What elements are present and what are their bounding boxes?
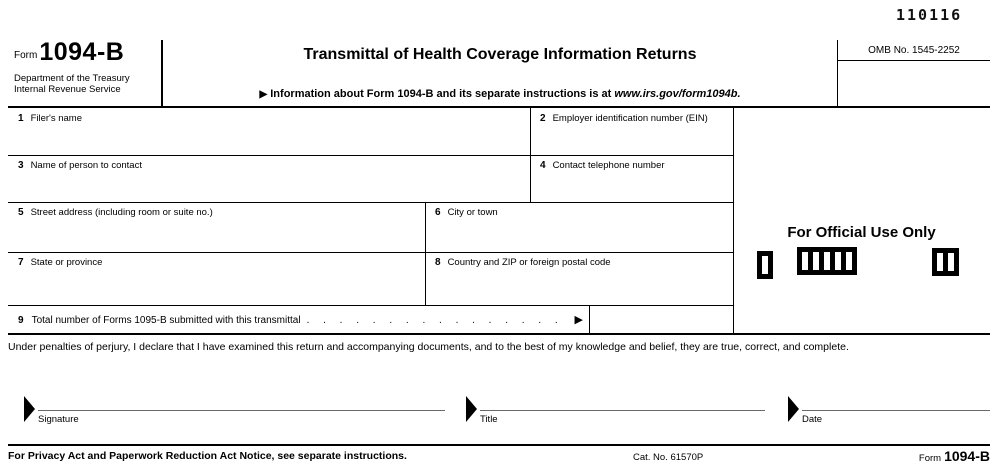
- catalog-number: Cat. No. 61570P: [633, 452, 704, 463]
- field-contact-name[interactable]: [8, 155, 530, 202]
- field-city[interactable]: [425, 202, 733, 252]
- signature-area[interactable]: [38, 396, 445, 425]
- field-contact-phone[interactable]: [530, 155, 733, 202]
- line9-arrow-icon: ▶: [574, 314, 583, 326]
- field-number: 9: [18, 315, 24, 326]
- title-line[interactable]: [480, 396, 765, 411]
- line9-total-forms: [18, 313, 583, 326]
- field-filers-name[interactable]: [8, 108, 530, 155]
- date-label: Date: [802, 414, 823, 425]
- instruction-line: [163, 88, 837, 100]
- field-street-address[interactable]: [8, 202, 425, 252]
- instruction-url: www.irs.gov/form1094b.: [614, 88, 741, 100]
- omb-number: OMB No. 1545-2252: [838, 40, 990, 61]
- official-use-box: [943, 248, 959, 276]
- official-use-divider: [733, 108, 734, 333]
- official-use-box: [757, 251, 773, 279]
- title-label: Title: [480, 414, 498, 425]
- dot-leaders: . . . . . . . . . . . . . . . .: [306, 315, 559, 326]
- field-number: 7: [18, 257, 24, 268]
- footer-form-word: Form: [918, 453, 942, 464]
- form-identity-block: [8, 40, 163, 106]
- field-number: 5: [18, 207, 24, 218]
- form-title: Transmittal of Health Coverage Information Returns: [303, 46, 697, 63]
- official-use-box-group: [932, 248, 959, 276]
- official-use-box-group: [797, 247, 857, 275]
- date-arrow-icon: [788, 396, 799, 422]
- omb-box: [837, 40, 990, 106]
- line9-entry-box[interactable]: [589, 305, 733, 333]
- field-label: Country and ZIP or foreign postal code: [447, 257, 611, 268]
- document-scan-code: 110116: [896, 6, 963, 24]
- field-label: State or province: [30, 257, 103, 268]
- field-label: Street address (including room or suite no.): [30, 207, 213, 218]
- field-label: City or town: [447, 207, 498, 218]
- field-number: 1: [18, 113, 24, 124]
- field-country-zip[interactable]: [425, 252, 733, 305]
- instruction-text: Information about Form 1094-B and its separate instructions is at: [270, 88, 615, 100]
- title-arrow-icon: [466, 396, 477, 422]
- instruction-arrow-icon: ▶: [259, 89, 268, 100]
- signature-line[interactable]: [38, 396, 445, 411]
- signature-arrow-icon: [24, 396, 35, 422]
- field-number: 3: [18, 160, 24, 171]
- footer-divider: [8, 444, 990, 446]
- form-word-label: Form: [14, 50, 38, 61]
- date-line[interactable]: [802, 396, 990, 411]
- date-area[interactable]: [802, 396, 990, 425]
- field-label: Name of person to contact: [30, 160, 142, 171]
- line9-label: Total number of Forms 1095-B submitted with this transmittal: [31, 315, 301, 326]
- field-label: Filer's name: [30, 113, 83, 124]
- field-number: 8: [435, 257, 441, 268]
- field-number: 2: [540, 113, 546, 124]
- official-use-box: [841, 247, 857, 275]
- field-ein[interactable]: [530, 108, 733, 155]
- grid-bottom-divider: [8, 333, 990, 335]
- privacy-act-notice: For Privacy Act and Paperwork Reduction Act Notice, see separate instructions.: [8, 450, 407, 462]
- agency-line-2: Internal Revenue Service: [14, 84, 121, 95]
- footer-form-id: [860, 448, 990, 466]
- field-label: Contact telephone number: [552, 160, 665, 171]
- form-number: 1094-B: [39, 38, 125, 66]
- title-area-sign[interactable]: [480, 396, 765, 425]
- field-number: 6: [435, 207, 441, 218]
- field-state[interactable]: [8, 252, 425, 305]
- field-number: 4: [540, 160, 546, 171]
- official-use-box-group: [757, 251, 773, 279]
- field-label: Employer identification number (EIN): [552, 113, 708, 124]
- perjury-statement: Under penalties of perjury, I declare that I have examined this return and accompanying documents, and to the best of my knowledge and belief, they are true, correct, and complete.: [8, 341, 849, 353]
- official-use-title: For Official Use Only: [787, 224, 936, 241]
- footer-form-number: 1094-B: [944, 448, 990, 464]
- signature-label: Signature: [38, 414, 79, 425]
- agency-line-1: Department of the Treasury: [14, 73, 130, 84]
